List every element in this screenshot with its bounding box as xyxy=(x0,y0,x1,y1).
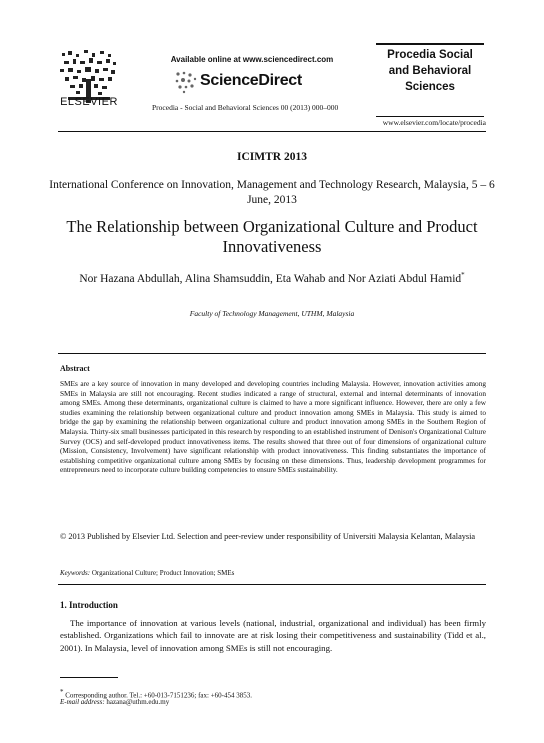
abstract-body: SMEs are a key source of innovation in many developed and developing countries including Malaysia. However, innovation activities among SMEs in Malaysia are still not encouraging. Recent studies indicated a range of structural, external and internal determinants of innovation among SMEs. Among these determinants, organizational culture is claimed to have a more significant influence. However, there are only a few studies examining the relationship between organizational culture and product innovation among SMEs in Malaysia. This study is aimed to bridge the gap by examining the relationship between organizational culture and product innovation among SMEs in the Southern Region of Malaysia. Thirty-six small businesses participated in this research by responding to an established instrument of Denison's Organizational Culture Survey (OCS) and self-developed product innovativeness items. The results showed that three out of four dimensions of organizational culture (Mission, Consistency, Involvement) have significant relationship with product innovativeness. This finding substantiates the importance of establishing competitive organizational culture among SMEs by focusing on these dimensions. Thus, leadership development programmes for entrepreneurs need to incorporate culture building competencies to ensure SMEs sustainability. xyxy=(60,379,486,475)
conference-short-name: ICIMTR 2013 xyxy=(237,151,307,163)
corresponding-marker: * xyxy=(461,271,465,279)
elsevier-wordmark: ELSEVIER xyxy=(60,96,118,108)
author-names: Nor Hazana Abdullah, Alina Shamsuddin, Eta Wahab and Nor Aziati Abdul Hamid xyxy=(79,272,462,285)
keywords-line xyxy=(60,569,486,577)
email-label: E-mail address: xyxy=(60,698,105,706)
footnote-contact: Corresponding author. Tel.: +60-013-7151236; fax: +60-454 3853. xyxy=(63,691,252,700)
sciencedirect-dots-icon xyxy=(174,70,198,94)
conference-full-name: International Conference on Innovation, Management and Technology Research, Malaysia, 5 – 6 June, 2013 xyxy=(49,179,495,206)
footnote-marker: * xyxy=(60,688,64,696)
author-list xyxy=(40,268,504,287)
introduction-body: The importance of innovation at various levels (national, industrial, organizational and individual) has been firmly established. Organizations which fail to innovate are at risk losing their competitiveness and sustainability (Tidd et al., 2001). In Malaysia, level of innovation among SMEs is still not encouraging. xyxy=(60,618,486,653)
journal-box-title: Procedia Social and Behavioral Sciences xyxy=(387,49,473,93)
keywords-list: Organizational Culture; Product Innovation; SMEs xyxy=(90,569,235,577)
affiliation: Faculty of Technology Management, UTHM, Malaysia xyxy=(189,309,355,318)
introduction-heading: 1. Introduction xyxy=(60,600,118,610)
footnote-email xyxy=(60,698,169,706)
abstract-heading: Abstract xyxy=(60,364,90,373)
journal-url[interactable]: www.elsevier.com/locate/procedia xyxy=(382,118,486,127)
email-address[interactable]: hazana@uthm.edu.my xyxy=(104,698,170,706)
header-divider xyxy=(58,131,486,132)
footnote-divider xyxy=(60,677,118,678)
keywords-divider xyxy=(58,584,486,585)
availability-line[interactable]: Available online at www.sciencedirect.com xyxy=(170,55,334,64)
keywords-label: Keywords: xyxy=(60,569,91,577)
copyright-notice: © 2013 Published by Elsevier Ltd. Selection and peer-review under responsibility of Universiti Malaysia Kelantan, Malaysia xyxy=(60,532,476,541)
sciencedirect-wordmark: ScienceDirect xyxy=(200,72,302,89)
paper-title: The Relationship between Organizational Culture and Product Innovativeness xyxy=(66,217,478,256)
journal-citation: Procedia - Social and Behavioral Sciences 00 (2013) 000–000 xyxy=(152,103,339,112)
abstract-divider xyxy=(58,353,486,354)
